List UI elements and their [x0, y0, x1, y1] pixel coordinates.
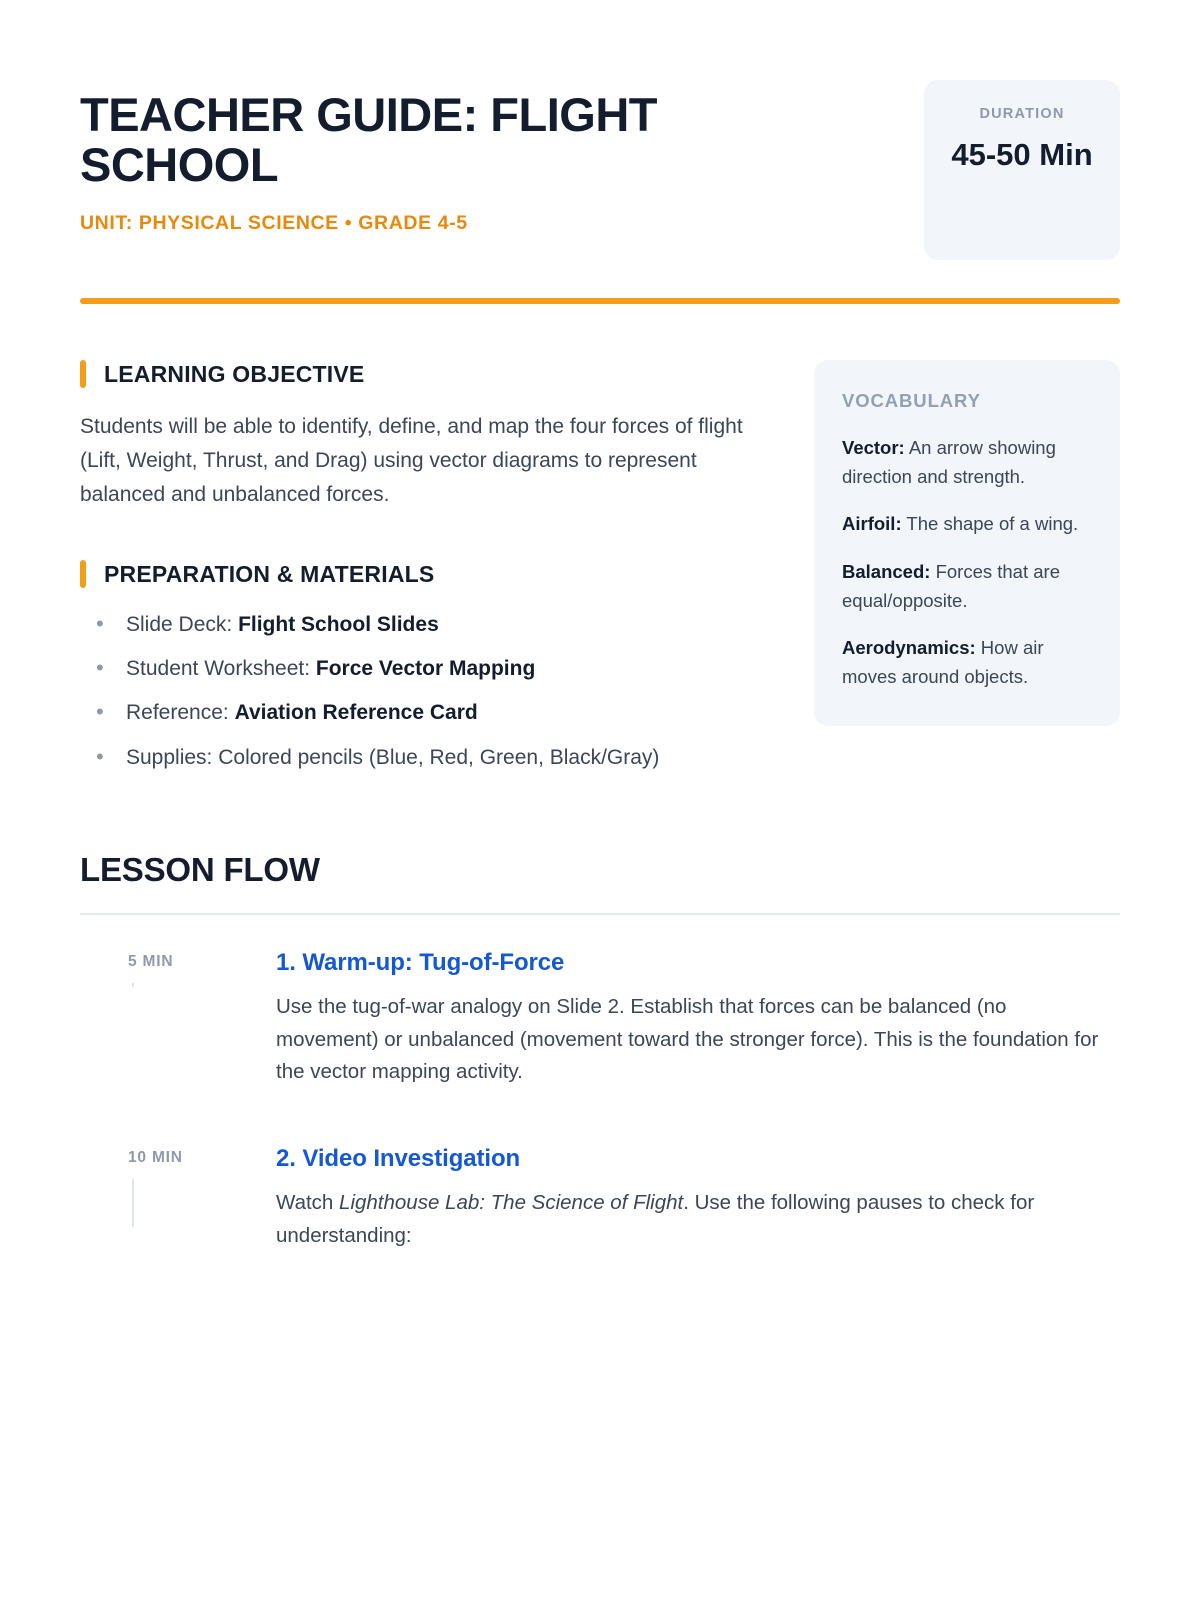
- duration-value: 45-50 Min: [951, 137, 1093, 172]
- lesson-flow-list: [80, 949, 1120, 1253]
- material-label: Supplies:: [126, 745, 213, 769]
- lesson-flow-step-text: [276, 1187, 1110, 1253]
- lesson-flow-step: [80, 1145, 1120, 1253]
- page-subtitle: UNIT: PHYSICAL SCIENCE • GRADE 4-5: [80, 211, 468, 234]
- vocabulary-definition: How air moves around objects.: [842, 637, 1044, 688]
- learning-objective-text: Students will be able to identify, define, and map the four forces of flight (Lift, Weight, Thrust, and Drag) using vector diagrams to represent balanced and unbalanced forces.: [80, 415, 743, 507]
- vocabulary-entry: [842, 510, 1092, 539]
- lesson-flow-time: 5 MIN: [128, 952, 174, 970]
- header-text-block: [80, 80, 894, 235]
- list-item: [80, 652, 758, 685]
- vocabulary-title: VOCABULARY: [842, 390, 981, 411]
- vocabulary-definition: An arrow showing direction and strength.: [842, 437, 1056, 487]
- vocabulary-term: Vector:: [842, 437, 905, 458]
- material-label: Reference:: [126, 701, 229, 725]
- vocabulary-term: Balanced:: [842, 561, 931, 583]
- learning-objective-title: LEARNING OBJECTIVE: [104, 360, 365, 387]
- materials-list: [80, 608, 758, 774]
- preparation-title: PREPARATION & MATERIALS: [104, 560, 435, 587]
- lesson-flow-time-column: [80, 1145, 276, 1167]
- duration-label: DURATION: [979, 106, 1065, 122]
- vocabulary-term: Airfoil:: [842, 513, 902, 535]
- main-column: [80, 360, 758, 785]
- accent-bar-icon: [80, 360, 86, 388]
- material-value: Force Vector Mapping: [315, 657, 536, 681]
- sidebar-column: [814, 360, 1120, 726]
- list-item: [80, 696, 758, 729]
- vocabulary-entry: [842, 558, 1092, 615]
- lesson-flow-divider: [80, 913, 1120, 915]
- document-body: [80, 360, 1120, 785]
- lesson-flow-content: [276, 1145, 1120, 1253]
- vocabulary-entry: [842, 634, 1092, 691]
- header-accent-rule: [80, 298, 1120, 304]
- lesson-flow-title: LESSON FLOW: [80, 850, 320, 888]
- lesson-flow-step: [80, 949, 1120, 1089]
- vocabulary-card: [814, 360, 1120, 726]
- preparation-heading: [80, 560, 758, 588]
- material-label: Student Worksheet:: [126, 657, 311, 681]
- document-header: [80, 80, 1120, 260]
- step-text-pre: Watch: [276, 1191, 340, 1215]
- timeline-connector: [132, 1179, 134, 1227]
- accent-bar-icon: [80, 560, 86, 588]
- lesson-flow-step-title: 1. Warm-up: Tug-of-Force: [276, 948, 565, 976]
- timeline-connector: [132, 983, 134, 987]
- material-value: Colored pencils (Blue, Red, Green, Black/Gray): [218, 745, 660, 769]
- lesson-flow-time: 10 MIN: [128, 1149, 183, 1167]
- list-item: [80, 608, 758, 641]
- lesson-flow-step-title: 2. Video Investigation: [276, 1145, 521, 1173]
- list-item: [80, 741, 758, 774]
- lesson-flow-step-text: Use the tug-of-war analogy on Slide 2. Establish that forces can be balanced (no movement) or unbalanced (movement toward the stronger force). This is the foundation for the vector mapping activity.: [276, 994, 1099, 1084]
- material-value: Flight School Slides: [238, 613, 439, 637]
- material-value: Aviation Reference Card: [234, 701, 478, 725]
- material-label: Slide Deck:: [126, 613, 233, 637]
- vocabulary-term: Aerodynamics:: [842, 637, 976, 659]
- step-text-video-title: Lighthouse Lab: The Science of Flight: [339, 1191, 684, 1215]
- vocabulary-definition: Forces that are equal/opposite.: [842, 561, 1060, 611]
- vocabulary-entry: [842, 434, 1092, 491]
- step-text-post: . Use the following pauses to check for understanding:: [276, 1191, 1035, 1247]
- learning-objective-heading: [80, 360, 758, 388]
- duration-card: [924, 80, 1120, 260]
- page-title: TEACHER GUIDE: FLIGHT SCHOOL: [80, 88, 657, 191]
- lesson-flow-content: [276, 949, 1120, 1089]
- vocabulary-definition: The shape of a wing.: [906, 513, 1079, 535]
- lesson-flow-time-column: [80, 949, 276, 971]
